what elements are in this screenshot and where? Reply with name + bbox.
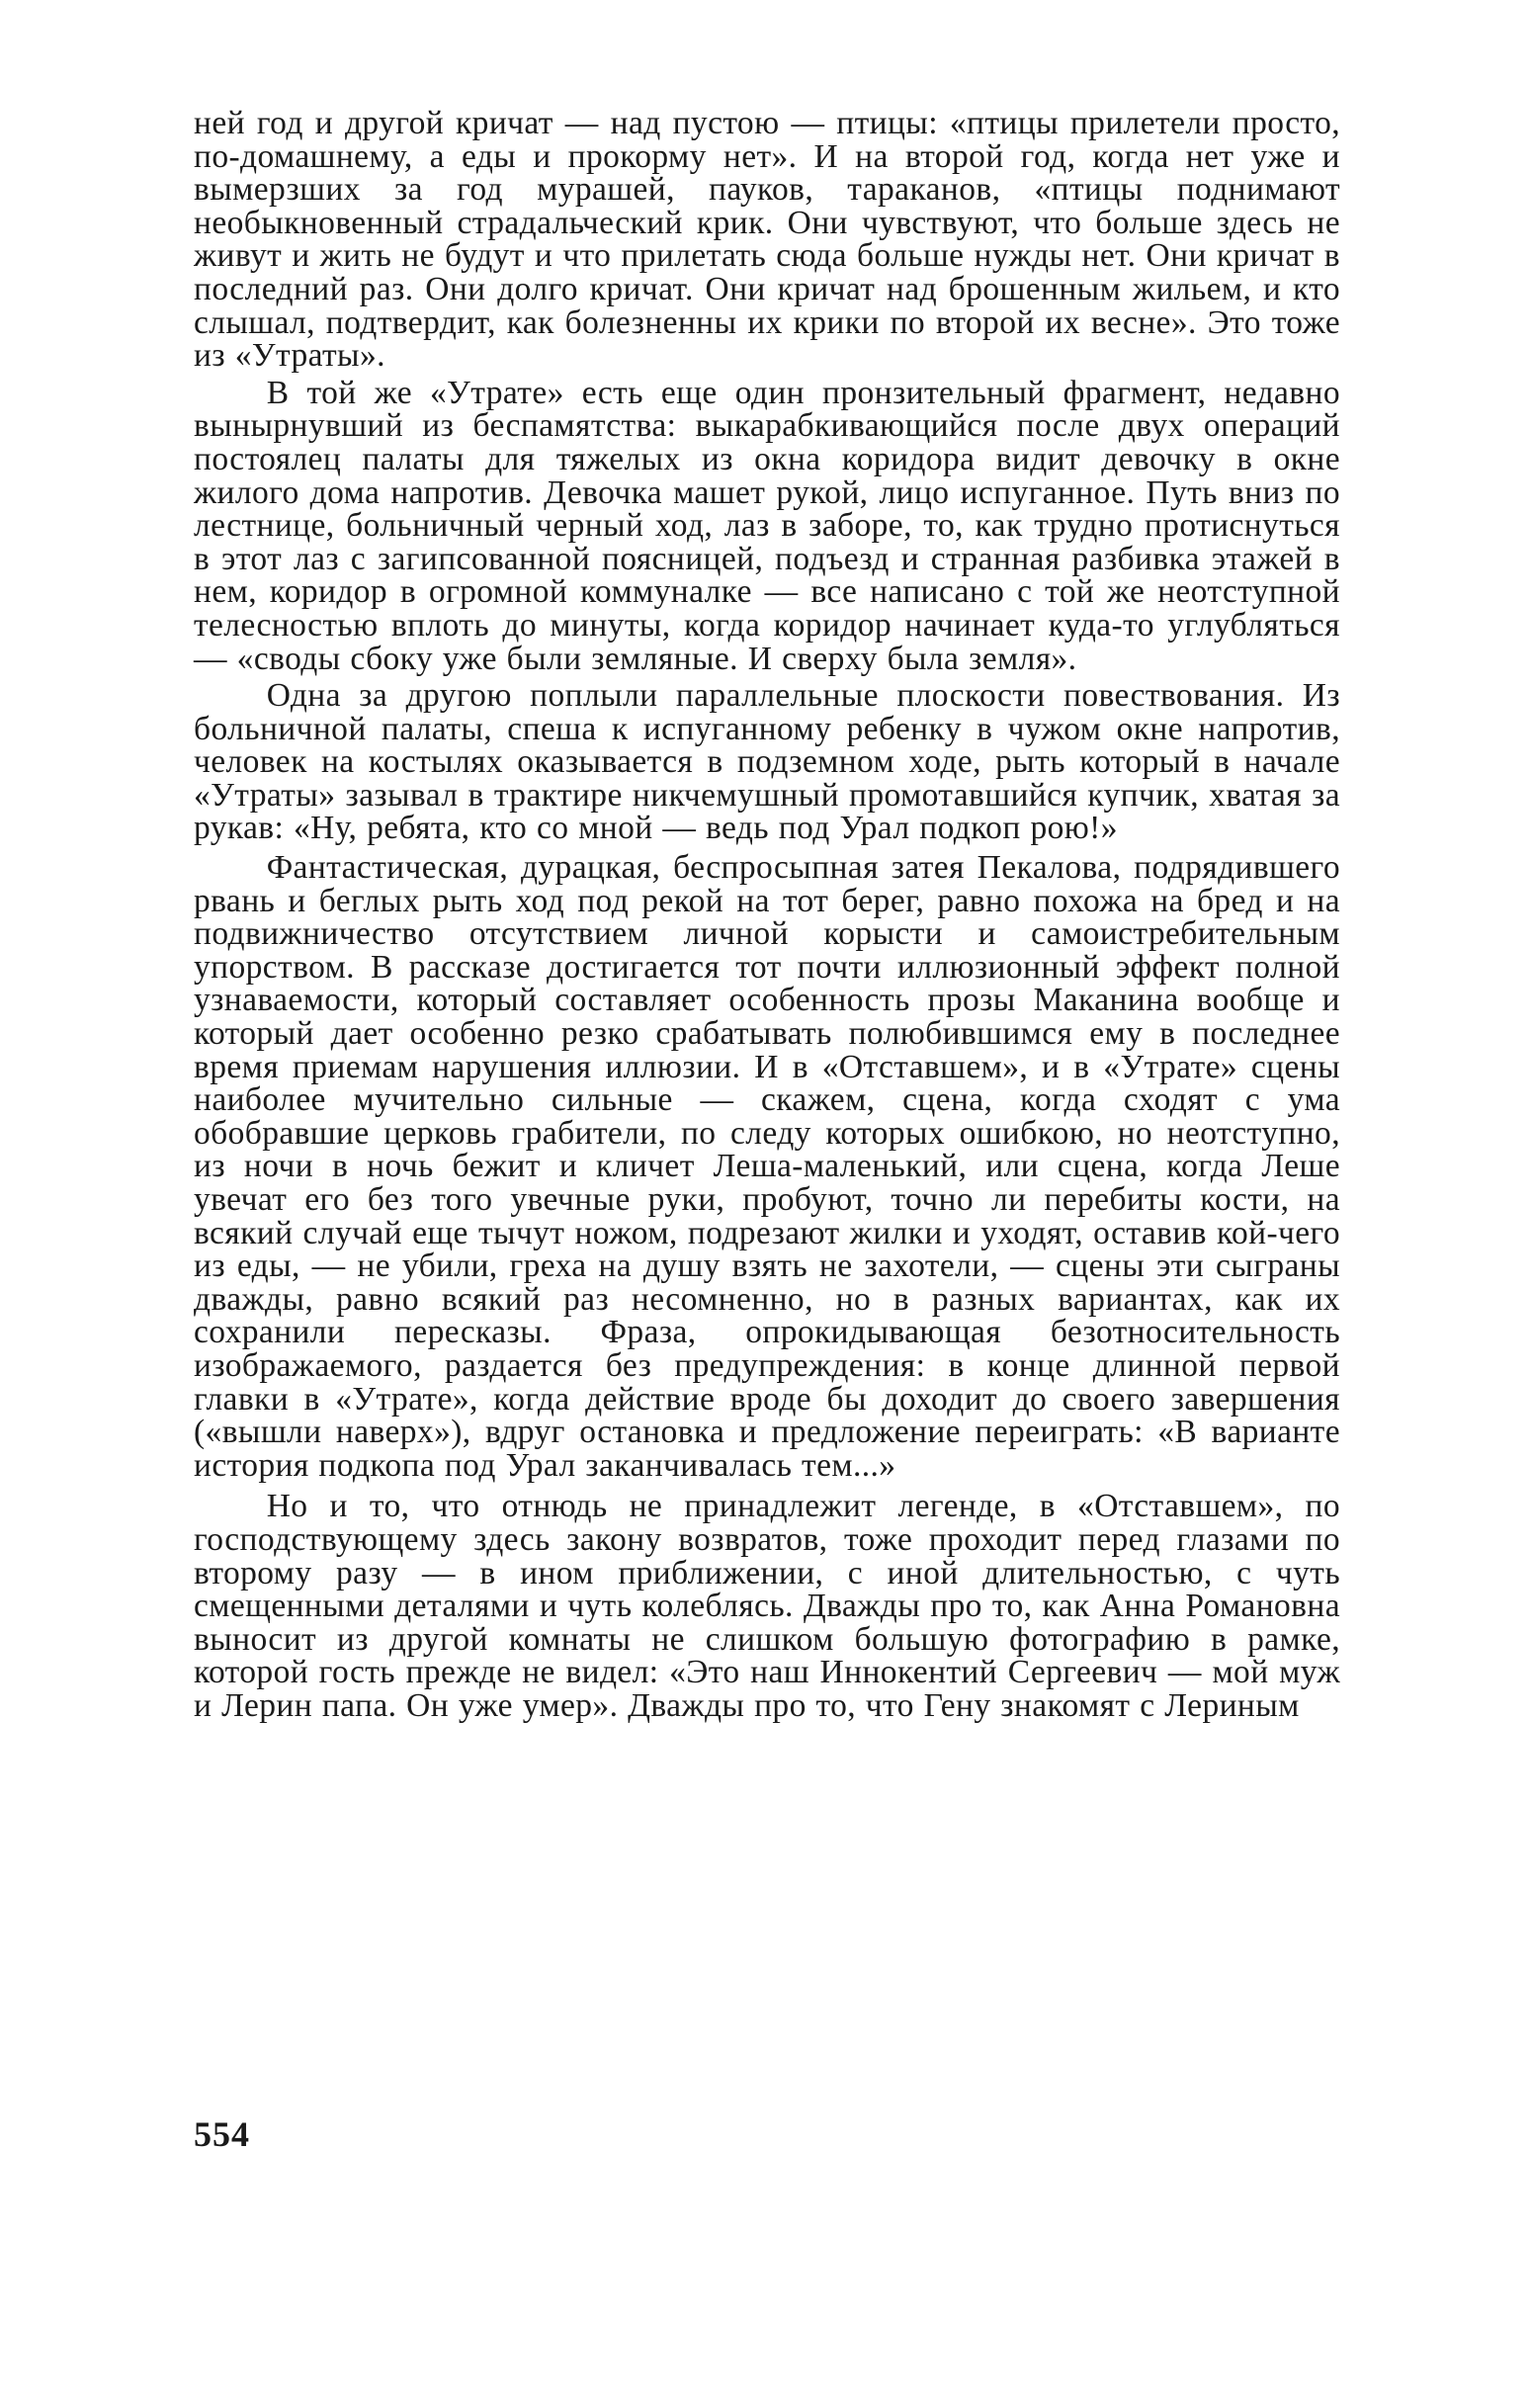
paragraph-5: Но и то, что отнюдь не принадлежит легенде, в «Отставшем», по господствующему здесь закону возвратов, тоже проходит перед глазами по второму разу — в ином приближении, с иной длительностью, с чуть смещенными деталями и чуть колеблясь. Дважды про то, как Анна Романовна выносит из другой комнаты не слишком большую фотографию в рамке, которой гость прежде не видел: «Это наш Иннокентий Сергеевич — мой муж и Лерин папа. Он уже умер». Дважды про то, что Гену знакомят с Лериным: [194, 1488, 1340, 1724]
paragraph-4: Фантастическая, дурацкая, беспросыпная затея Пекалова, подрядившего рвань и беглых рыть ход под рекой на тот берег, равно похожа на бред и на подвижничество отсутствием личной корысти и самоистребительным упорством. В рассказе достигается тот почти иллюзионный эффект полной узнаваемости, который составляет особенность прозы Маканина вообще и который дает особенно резко срабатывать полюбившимся ему в последнее время приемам нарушения иллюзии. И в «Отставшем», и в «Утрате» сцены наиболее мучительно сильные — скажем, сцена, когда сходят с ума обобравшие церковь грабители, по следу которых ошибкою, но неотступно, из ночи в ночь бежит и кличет Леша-маленький, или сцена, когда Леше увечат его без того увечные руки, пробуют, точно ли перебиты кости, на всякий случай еще тычут ножом, подрезают жилки и уходят, оставив кой-чего из еды, — не убили, греха на душу взять не захотели, — сцены эти сыграны дважды, равно всякий раз несомненно, но в разных вариантах, как их сохранили пересказы. Фраза, опрокидывающая безотносительность изображаемого, раздается без предупреждения: в конце длинной первой главки в «Утрате», когда действие вроде бы доходит до своего завершения («вышли наверх»), вдруг остановка и предложение переиграть: «В варианте история подкопа под Урал заканчивалась тем...»: [194, 849, 1340, 1484]
book-page: [194, 107, 1340, 2341]
paragraph-1: ней год и другой кричат — над пустою — птицы: «птицы прилетели просто, по-домашнему, а еды и прокорму нет». И на второй год, когда нет уже и вымерзших за год мурашей, пауков, тараканов, «птицы поднимают необыкновенный страдальческий крик. Они чувствуют, что больше здесь не живут и жить не будут и что прилетать сюда больше нужды нет. Они кричат в последний раз. Они долго кричат. Они кричат над брошенным жильем, и кто слышал, подтвердит, как болезненны их крики по второй их весне». Это тоже из «Утраты».: [194, 105, 1340, 375]
paragraph-3: Одна за другою поплыли параллельные плоскости повествования. Из больничной палаты, спеша к испуганному ребенку в чужом окне напротив, человек на костылях оказывается в подземном ходе, рыть который в начале «Утраты» зазывал в трактире никчемушный промотавшийся купчик, хватая за рукав: «Ну, ребята, кто со мной — ведь под Урал подкоп рою!»: [194, 677, 1340, 847]
body-text: [194, 107, 1340, 1723]
page-number: 554: [194, 2114, 250, 2154]
paragraph-2: В той же «Утрате» есть еще один пронзительный фрагмент, недавно вынырнувший из беспамятства: выкарабкивающийся после двух операций постоялец палаты для тяжелых из окна коридора видит девочку в окне жилого дома напротив. Девочка машет рукой, лицо испуганное. Путь вниз по лестнице, больничный черный ход, лаз в заборе, то, как трудно протиснуться в этот лаз с загипсованной поясницей, подъезд и странная разбивка этажей в нем, коридор в огромной коммуналке — все написано с той же неотступной телесностью вплоть до минуты, когда коридор начинает куда-то углубляться — «своды сбоку уже были земляные. И сверху была земля».: [194, 374, 1340, 677]
